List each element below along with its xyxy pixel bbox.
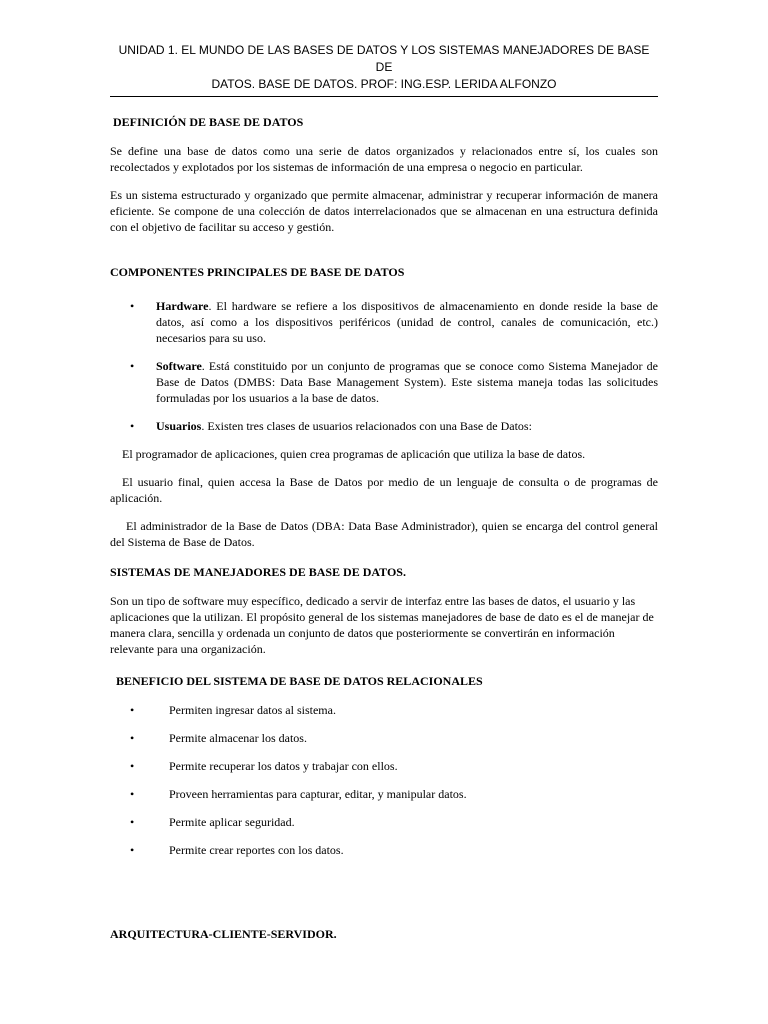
heading-definicion: DEFINICIÓN DE BASE DE DATOS [113,115,304,129]
benefit-text: Permite almacenar los datos. [169,731,307,745]
term-hardware: Hardware [156,299,209,313]
text-usuarios: . Existen tres clases de usuarios relacionados con una Base de Datos: [201,419,532,433]
list-item-software [110,358,658,406]
list-item [110,786,658,802]
header-line-1: UNIDAD 1. EL MUNDO DE LAS BASES DE DATOS Y LOS SISTEMAS MANEJADORES DE BASE DE [118,43,650,74]
bullet-icon: • [130,419,135,433]
page-header [110,42,658,97]
list-item [110,842,658,858]
paragraph-definicion-1: Se define una base de datos como una serie de datos organizados y relacionados entre sí, los cuales son recolectados y explotados por los sistemas de información de una empresa o negocio en particular. [110,144,658,174]
bullet-icon: • [130,815,135,829]
bullet-icon: • [130,843,135,857]
paragraph-usuario-administrador: El administrador de la Base de Datos (DBA: Data Base Administrador), quien se encarga del control general del Sistema de Base de Datos. [110,519,658,549]
paragraph-usuario-programador: El programador de aplicaciones, quien crea programas de aplicación que utiliza la base de datos. [122,447,586,461]
benefit-text: Permite crear reportes con los datos. [169,843,344,857]
bullet-icon: • [130,731,135,745]
list-item-hardware [110,298,658,346]
benefit-text: Permite recuperar los datos y trabajar con ellos. [169,759,398,773]
document-body [110,114,658,942]
heading-sistemas-manejadores: SISTEMAS DE MANEJADORES DE BASE DE DATOS. [110,565,406,579]
paragraph-usuario-final: El usuario final, quien accesa la Base de Datos por medio de un lenguaje de consulta o de programas de aplicación. [110,475,658,505]
bullet-icon: • [130,359,135,373]
bullet-icon: • [130,787,135,801]
benefit-text: Proveen herramientas para capturar, editar, y manipular datos. [169,787,467,801]
bullet-icon: • [130,299,135,313]
bullet-icon: • [130,759,135,773]
list-item [110,730,658,746]
term-software: Software [156,359,202,373]
heading-componentes: COMPONENTES PRINCIPALES DE BASE DE DATOS [110,265,405,279]
text-software: . Está constituido por un conjunto de programas que se conoce como Sistema Manejador de Base de Datos (DMBS: Data Base Management System). Este sistema maneja todas las solicitudes formuladas por los usuarios a la base de datos. [156,359,658,405]
term-usuarios: Usuarios [156,419,202,433]
benefit-text: Permite aplicar seguridad. [169,815,295,829]
list-item [110,814,658,830]
benefit-text: Permiten ingresar datos al sistema. [169,703,336,717]
bullet-icon: • [130,703,135,717]
text-hardware: . El hardware se refiere a los dispositivos de almacenamiento en donde reside la base de datos, así como a los dispositivos periféricos (unidad de control, canales de comunicación, etc.) necesarios para su uso. [156,299,658,345]
heading-beneficio: BENEFICIO DEL SISTEMA DE BASE DE DATOS RELACIONALES [116,674,483,688]
paragraph-sistemas-manejadores: Son un tipo de software muy específico, dedicado a servir de interfaz entre las bases de datos, el usuario y las aplicaciones que la utilizan. El propósito general de los sistemas manejadores de base de dato es el de manejar de manera clara, sencilla y ordenada un conjunto de datos que posteriormente se convertirán en información relevante para una organización. [110,594,654,656]
list-item [110,702,658,718]
header-line-2: DATOS. BASE DE DATOS. PROF: ING.ESP. LERIDA ALFONZO [211,77,557,91]
heading-arquitectura: ARQUITECTURA-CLIENTE-SERVIDOR. [110,927,337,941]
paragraph-definicion-2: Es un sistema estructurado y organizado que permite almacenar, administrar y recuperar información de manera eficiente. Se compone de una colección de datos interrelacionados que se almacenan en una estructura definida con el objetivo de facilitar su acceso y gestión. [110,188,658,234]
list-item-usuarios [110,418,658,434]
list-item [110,758,658,774]
